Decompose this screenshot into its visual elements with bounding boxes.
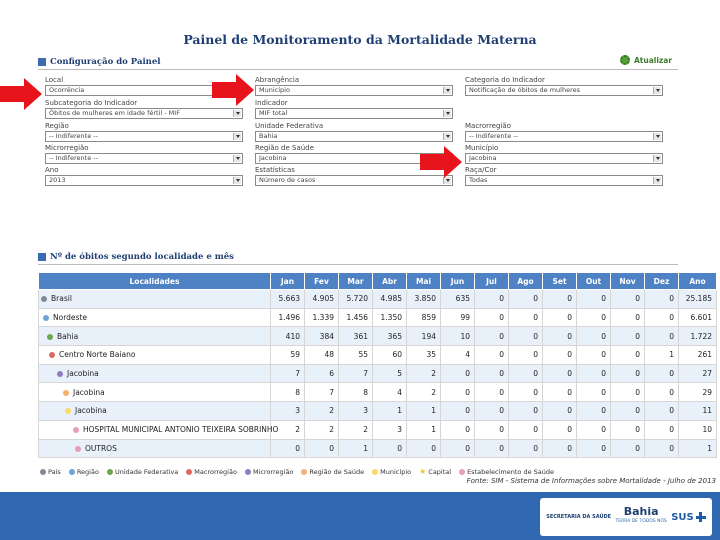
row-value: 8	[339, 383, 373, 402]
row-location	[39, 402, 271, 421]
row-value: 0	[645, 402, 679, 421]
field-select[interactable]	[465, 175, 663, 186]
row-value: 0	[577, 346, 611, 365]
table-row[interactable]	[39, 439, 717, 458]
table-row[interactable]	[39, 420, 717, 439]
row-location	[39, 308, 271, 327]
field-value: Município	[259, 86, 290, 94]
row-value: 0	[611, 346, 645, 365]
dropdown-arrow-icon[interactable]	[233, 177, 241, 184]
field-label: Indicador	[255, 99, 288, 107]
field-label: Unidade Federativa	[255, 122, 324, 130]
location-level-dot-icon	[41, 296, 47, 302]
legend-item	[69, 467, 99, 476]
field-select[interactable]	[255, 131, 453, 142]
legend-dot-icon	[245, 469, 251, 475]
config-heading-text: Configuração do Painel	[50, 57, 161, 67]
location-level-dot-icon	[63, 390, 69, 396]
dropdown-arrow-icon[interactable]	[653, 177, 661, 184]
row-value: 0	[475, 290, 509, 309]
row-value: 0	[475, 308, 509, 327]
source-note: Fonte: SIM - Sistema de Informações sobre Mortalidade - Julho de 2013	[466, 477, 716, 485]
row-value: 1.496	[271, 308, 305, 327]
dropdown-arrow-icon[interactable]	[653, 133, 661, 140]
config-field	[45, 143, 243, 164]
row-value: 5.720	[339, 290, 373, 309]
update-label: Atualizar	[634, 55, 673, 65]
row-value: 0	[577, 364, 611, 383]
row-value: 3.850	[407, 290, 441, 309]
row-location	[39, 290, 271, 309]
field-value: -- Indiferente --	[49, 154, 98, 162]
sus-logo-text: SUS	[671, 511, 694, 523]
row-value: 1	[407, 402, 441, 421]
field-value: Jacobina	[469, 154, 497, 162]
row-value: 10	[441, 327, 475, 346]
field-value: Bahia	[259, 132, 278, 140]
column-header-month: Dez	[645, 273, 679, 290]
row-value: 0	[475, 402, 509, 421]
config-field	[465, 121, 663, 142]
field-value: 2013	[49, 176, 66, 184]
field-select[interactable]	[255, 85, 453, 96]
row-value: 0	[475, 420, 509, 439]
row-value: 99	[441, 308, 475, 327]
health-cross-icon	[696, 512, 706, 522]
legend-item	[419, 467, 451, 476]
column-header-month: Jun	[441, 273, 475, 290]
row-value: 0	[577, 290, 611, 309]
row-value: 0	[271, 439, 305, 458]
row-value: 1.456	[339, 308, 373, 327]
row-value: 4	[441, 346, 475, 365]
legend-dot-icon	[459, 469, 465, 475]
row-value: 0	[611, 402, 645, 421]
table-header-row	[39, 273, 717, 290]
dropdown-arrow-icon[interactable]	[443, 87, 451, 94]
row-value: 4	[373, 383, 407, 402]
row-value: 410	[271, 327, 305, 346]
row-value: 0	[611, 290, 645, 309]
row-value: 0	[509, 402, 543, 421]
row-value: 0	[611, 364, 645, 383]
row-value: 0	[577, 402, 611, 421]
row-value: 0	[611, 420, 645, 439]
row-value: 1.350	[373, 308, 407, 327]
field-value: Jacobina	[259, 154, 287, 162]
legend-label: Estabelecimento de Saúde	[467, 467, 554, 476]
field-label: Município	[465, 144, 499, 152]
column-header-month: Mar	[339, 273, 373, 290]
row-value: 0	[543, 327, 577, 346]
row-value: 1	[339, 439, 373, 458]
column-header-month: Out	[577, 273, 611, 290]
bahia-government-logo	[616, 507, 667, 527]
field-label: Categoria do Indicador	[465, 76, 545, 84]
column-header-month: Nov	[611, 273, 645, 290]
row-value: 0	[577, 439, 611, 458]
location-name[interactable]: Jacobina	[75, 406, 107, 416]
table-row[interactable]	[39, 402, 717, 421]
row-location	[39, 383, 271, 402]
field-value: Número de casos	[259, 176, 316, 184]
column-header-month: Abr	[373, 273, 407, 290]
location-level-dot-icon	[75, 446, 81, 452]
row-value: 0	[577, 327, 611, 346]
dropdown-arrow-icon[interactable]	[653, 155, 661, 162]
config-heading	[38, 57, 161, 67]
field-label: Abrangência	[255, 76, 300, 84]
row-value: 10	[679, 420, 717, 439]
row-location	[39, 327, 271, 346]
row-value: 2	[339, 420, 373, 439]
row-value: 0	[509, 346, 543, 365]
row-value: 1.339	[305, 308, 339, 327]
field-value: MIF total	[259, 109, 288, 117]
row-value: 5.663	[271, 290, 305, 309]
row-value: 4.985	[373, 290, 407, 309]
row-value: 0	[543, 383, 577, 402]
row-value: 48	[305, 346, 339, 365]
row-value: 0	[407, 439, 441, 458]
row-value: 0	[645, 383, 679, 402]
row-value: 5	[373, 364, 407, 383]
bahia-logo-subtext: TERRA DE TODOS NÓS	[615, 519, 667, 524]
legend-label: Macrorregião	[194, 467, 237, 476]
field-select[interactable]	[255, 108, 453, 119]
row-value: 361	[339, 327, 373, 346]
field-label: Subcategoria do Indicador	[45, 99, 138, 107]
column-header-month: Jul	[475, 273, 509, 290]
row-value: 0	[441, 439, 475, 458]
health-secretariat-logo: SECRETARIA DA SAÚDE	[546, 514, 612, 520]
row-value: 0	[611, 439, 645, 458]
row-value: 0	[611, 383, 645, 402]
column-header-month: Jan	[271, 273, 305, 290]
row-value: 6	[305, 364, 339, 383]
row-value: 0	[645, 327, 679, 346]
legend-item	[245, 467, 293, 476]
column-header-month: Mai	[407, 273, 441, 290]
field-value: Ocorrência	[49, 86, 85, 94]
config-field	[45, 165, 243, 186]
legend-item	[186, 467, 237, 476]
field-label: Microrregião	[45, 144, 89, 152]
location-name[interactable]: Jacobina	[67, 369, 99, 379]
row-value: 0	[509, 327, 543, 346]
row-value: 194	[407, 327, 441, 346]
row-value: 0	[645, 420, 679, 439]
config-field	[465, 143, 663, 164]
field-value: Todas	[469, 176, 488, 184]
field-label: Macrorregião	[465, 122, 511, 130]
row-value: 59	[271, 346, 305, 365]
field-select[interactable]	[465, 85, 663, 96]
legend-item	[107, 467, 178, 476]
row-value: 0	[475, 364, 509, 383]
row-value: 2	[407, 364, 441, 383]
legend-label: Região	[76, 467, 99, 476]
row-value: 384	[305, 327, 339, 346]
row-value: 0	[373, 439, 407, 458]
red-arrow-icon	[0, 78, 42, 110]
field-select[interactable]	[45, 131, 243, 142]
row-value: 0	[441, 383, 475, 402]
row-value: 3	[339, 402, 373, 421]
legend-dot-icon	[40, 469, 46, 475]
field-select[interactable]	[465, 131, 663, 142]
column-header-month: Set	[543, 273, 577, 290]
table-row[interactable]	[39, 346, 717, 365]
location-name[interactable]: Centro Norte Baiano	[59, 350, 136, 360]
row-location	[39, 346, 271, 365]
config-field	[45, 121, 243, 142]
row-value: 0	[475, 439, 509, 458]
row-value: 0	[543, 439, 577, 458]
row-value: 0	[475, 383, 509, 402]
location-level-dot-icon	[57, 371, 63, 377]
refresh-gear-icon	[620, 55, 630, 65]
row-value: 0	[441, 420, 475, 439]
field-label: Região de Saúde	[255, 144, 314, 152]
legend-label: Município	[380, 467, 412, 476]
row-value: 0	[441, 402, 475, 421]
location-name[interactable]: Bahia	[57, 331, 79, 341]
row-value: 2	[271, 420, 305, 439]
row-value: 0	[475, 327, 509, 346]
row-value: 29	[679, 383, 717, 402]
row-value: 635	[441, 290, 475, 309]
row-value: 0	[441, 364, 475, 383]
row-value: 0	[577, 420, 611, 439]
row-value: 0	[543, 290, 577, 309]
location-name[interactable]: Jacobina	[73, 387, 105, 397]
row-value: 4.905	[305, 290, 339, 309]
location-name[interactable]: Brasil	[51, 294, 72, 304]
row-value: 55	[339, 346, 373, 365]
row-value: 1.722	[679, 327, 717, 346]
red-arrow-icon	[420, 146, 462, 178]
table-row[interactable]	[39, 308, 717, 327]
location-level-dot-icon	[47, 334, 53, 340]
sus-logo	[671, 512, 706, 523]
section-bullet-icon	[38, 253, 46, 261]
row-value: 3	[271, 402, 305, 421]
footer-logos	[540, 498, 712, 536]
location-name[interactable]: HOSPITAL MUNICIPAL ANTONIO TEIXEIRA SOBRINHO	[83, 425, 279, 435]
red-arrow-icon	[212, 74, 254, 106]
row-value: 3	[373, 420, 407, 439]
row-value: 0	[543, 420, 577, 439]
column-header-month: Fev	[305, 273, 339, 290]
row-value: 27	[679, 364, 717, 383]
legend-item	[301, 467, 364, 476]
row-value: 0	[509, 383, 543, 402]
row-value: 0	[509, 439, 543, 458]
row-value: 1	[645, 346, 679, 365]
row-value: 0	[611, 308, 645, 327]
config-field	[255, 98, 453, 119]
location-level-dot-icon	[43, 315, 49, 321]
location-name[interactable]: Nordeste	[53, 313, 87, 323]
row-value: 0	[645, 364, 679, 383]
legend-dot-icon	[372, 469, 378, 475]
legend-item	[372, 467, 411, 476]
field-value: -- Indiferente --	[49, 132, 98, 140]
row-value: 2	[305, 402, 339, 421]
section-bullet-icon	[38, 58, 46, 66]
table-row[interactable]	[39, 364, 717, 383]
legend-dot-icon	[69, 469, 75, 475]
field-label: Estatísticas	[255, 166, 295, 174]
legend-label: Região de Saúde	[309, 467, 365, 476]
column-header-month: Ago	[509, 273, 543, 290]
table-row[interactable]	[39, 383, 717, 402]
row-value: 0	[645, 308, 679, 327]
field-label: Região	[45, 122, 69, 130]
row-value: 0	[611, 327, 645, 346]
row-value: 859	[407, 308, 441, 327]
row-value: 0	[645, 439, 679, 458]
row-value: 8	[271, 383, 305, 402]
row-value: 6.601	[679, 308, 717, 327]
dropdown-arrow-icon[interactable]	[233, 155, 241, 162]
dropdown-arrow-icon[interactable]	[233, 110, 241, 117]
column-header-localidades: Localidades	[39, 273, 271, 290]
row-value: 0	[509, 290, 543, 309]
location-level-dot-icon	[65, 408, 71, 414]
table-row[interactable]	[39, 327, 717, 346]
row-value: 35	[407, 346, 441, 365]
bahia-logo-text: Bahia	[623, 505, 659, 518]
row-value: 0	[577, 308, 611, 327]
config-field	[465, 165, 663, 186]
field-select[interactable]	[465, 153, 663, 164]
field-value: Notificação de óbitos de mulheres	[469, 86, 581, 94]
row-value: 0	[305, 439, 339, 458]
legend	[40, 467, 554, 476]
location-name[interactable]: OUTROS	[85, 443, 117, 453]
legend-item	[459, 467, 554, 476]
table-row[interactable]	[39, 290, 717, 309]
table-heading-text: Nº de óbitos segundo localidade e mês	[50, 252, 234, 262]
row-value: 0	[577, 383, 611, 402]
row-value: 0	[509, 364, 543, 383]
dropdown-arrow-icon[interactable]	[443, 110, 451, 117]
table-divider	[38, 264, 678, 265]
dropdown-arrow-icon[interactable]	[443, 177, 451, 184]
field-label: Local	[45, 76, 64, 84]
row-value: 0	[543, 364, 577, 383]
location-level-dot-icon	[73, 427, 79, 433]
row-location	[39, 364, 271, 383]
legend-label: País	[48, 467, 61, 476]
update-button[interactable]	[620, 55, 672, 65]
legend-label: Microrregião	[252, 467, 294, 476]
row-value: 0	[475, 346, 509, 365]
config-field	[255, 75, 453, 96]
row-value: 2	[407, 383, 441, 402]
legend-label: Unidade Federativa	[114, 467, 179, 476]
deaths-table	[38, 272, 717, 458]
legend-item	[40, 467, 61, 476]
legend-label: Capital	[428, 467, 452, 476]
row-value: 1	[373, 402, 407, 421]
row-value: 0	[543, 402, 577, 421]
column-header-month: Ano	[679, 273, 717, 290]
row-value: 261	[679, 346, 717, 365]
row-value: 25.185	[679, 290, 717, 309]
row-location	[39, 439, 271, 458]
row-value: 11	[679, 402, 717, 421]
config-divider	[38, 69, 678, 70]
row-value: 0	[543, 346, 577, 365]
field-select[interactable]	[45, 175, 243, 186]
row-value: 2	[305, 420, 339, 439]
location-level-dot-icon	[49, 352, 55, 358]
dropdown-arrow-icon[interactable]	[653, 87, 661, 94]
field-label: Ano	[45, 166, 59, 174]
config-field	[255, 121, 453, 142]
field-value: -- Indiferente --	[469, 132, 518, 140]
row-value: 0	[509, 420, 543, 439]
capital-star-icon: ★	[419, 467, 427, 476]
row-value: 0	[509, 308, 543, 327]
row-value: 365	[373, 327, 407, 346]
dropdown-arrow-icon[interactable]	[233, 133, 241, 140]
field-select[interactable]	[45, 153, 243, 164]
config-field	[465, 75, 663, 96]
page-title: Painel de Monitoramento da Mortalidade Materna	[183, 32, 537, 47]
legend-dot-icon	[107, 469, 113, 475]
row-value: 7	[339, 364, 373, 383]
dropdown-arrow-icon[interactable]	[443, 133, 451, 140]
table-heading	[38, 252, 234, 262]
field-select[interactable]	[45, 108, 243, 119]
row-value: 1	[407, 420, 441, 439]
field-label: Raça/Cor	[465, 166, 497, 174]
row-value: 60	[373, 346, 407, 365]
legend-dot-icon	[186, 469, 192, 475]
row-value: 0	[543, 308, 577, 327]
row-value: 0	[645, 290, 679, 309]
row-value: 7	[305, 383, 339, 402]
row-location	[39, 420, 279, 439]
row-value: 7	[271, 364, 305, 383]
field-value: Óbitos de mulheres em idade fértil - MIF	[49, 109, 180, 117]
legend-dot-icon	[301, 469, 307, 475]
row-value: 1	[679, 439, 717, 458]
